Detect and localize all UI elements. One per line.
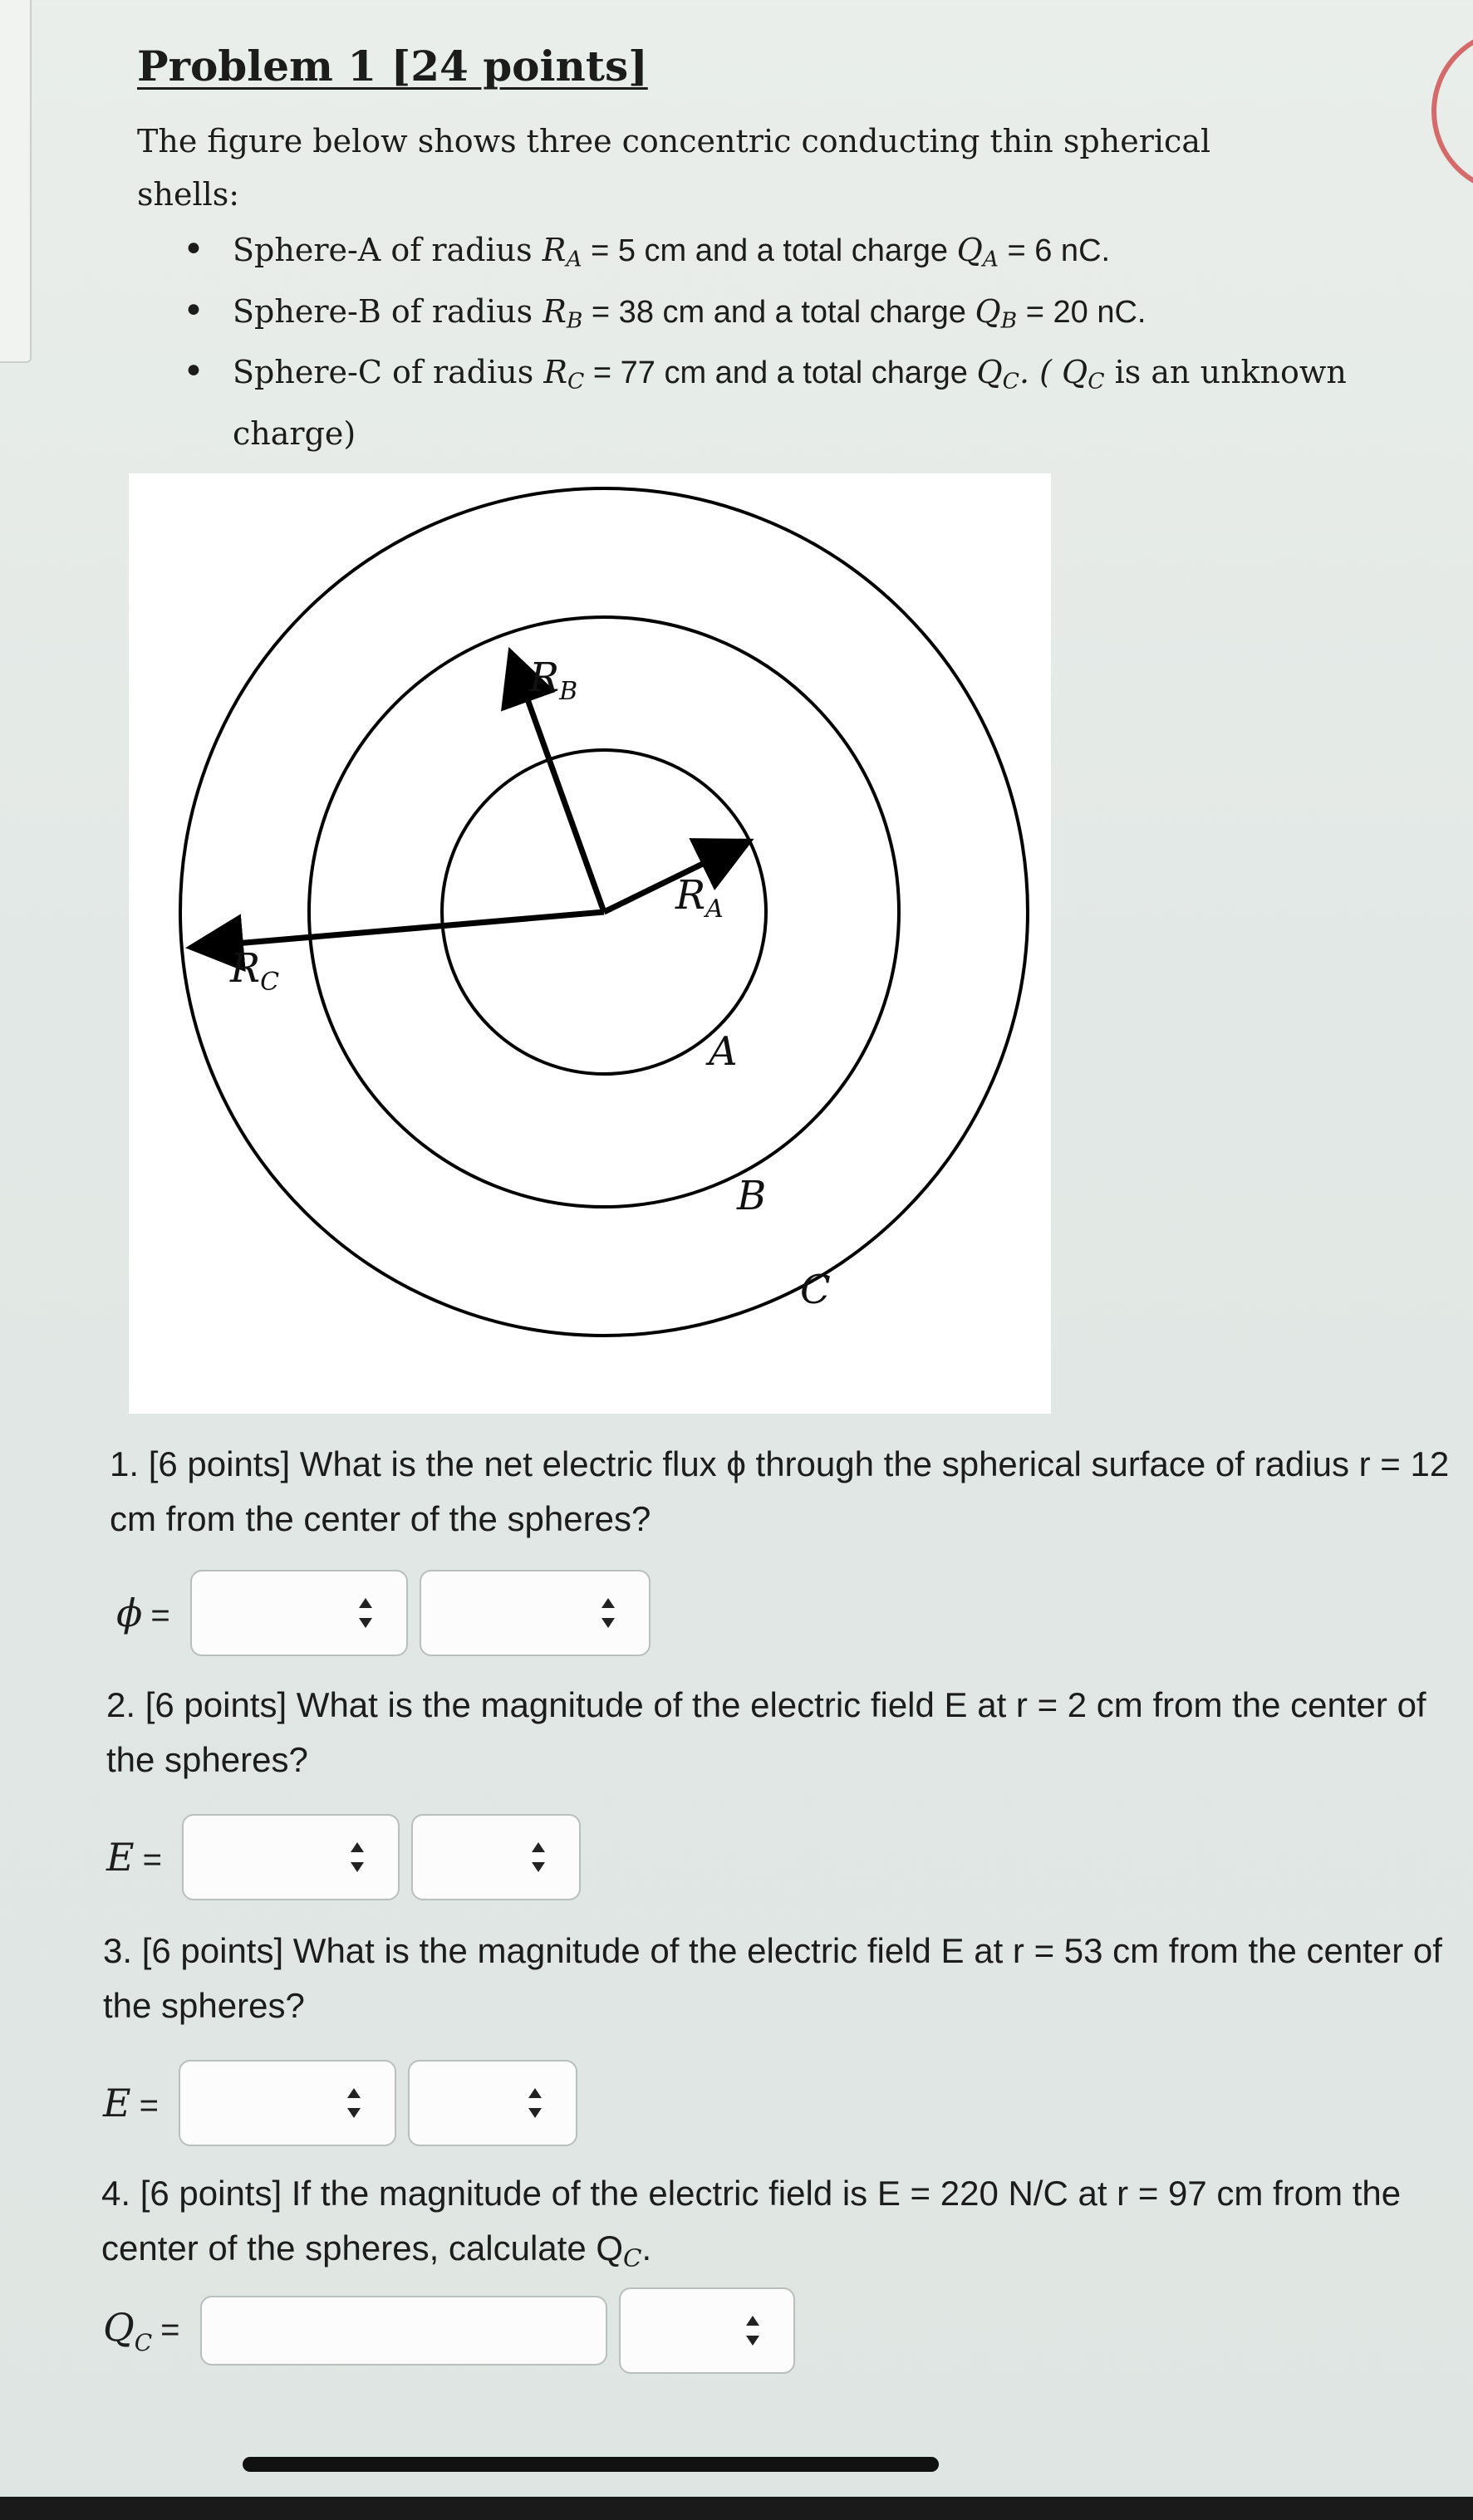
question-3-value-select[interactable] xyxy=(179,2060,396,2146)
question-4-text: 4. [6 points] If the magnitude of the electric field is E = 220 N/C at r = 97 cm from the center of the spheres, calculate $Q_C$. xyxy=(101,2174,1402,2272)
question-4-unit-select[interactable] xyxy=(619,2287,795,2374)
question-3-unit-select[interactable] xyxy=(408,2060,577,2146)
problem-title: Problem 1 [24 points] xyxy=(137,42,648,91)
question-2-text: 2. [6 points] What is the magnitude of the electric field E at r = 2 cm from the center of the spheres? xyxy=(106,1685,1426,1779)
label-rc: $R_C$ xyxy=(230,945,280,997)
sphere-b-item: • Sphere-B of radius $R_B = 38$ cm and a total charge $Q_B = 20$ nC. xyxy=(183,286,1363,347)
sphere-list xyxy=(183,224,1363,459)
question-1-text: 1. [6 points] What is the net electric flux ϕ through the spherical surface of radius r = 12 cm from the center of the spheres? xyxy=(110,1444,1450,1538)
question-3-text: 3. [6 points] What is the magnitude of the electric field E at r = 53 cm from the center of the spheres? xyxy=(103,1931,1442,2025)
up-down-arrows-icon xyxy=(745,2314,760,2347)
question-4-answer-row xyxy=(103,2287,807,2374)
question-3-answer-label: E = xyxy=(103,2081,159,2125)
up-down-arrows-icon xyxy=(350,1841,365,1874)
label-c: C xyxy=(800,1267,831,1313)
question-1-unit-select[interactable] xyxy=(420,1570,651,1656)
up-down-arrows-icon xyxy=(528,2086,543,2120)
up-down-arrows-icon xyxy=(346,2086,361,2120)
question-2-answer-row xyxy=(106,1814,592,1900)
question-1-answer-row xyxy=(116,1570,662,1656)
question-2-value-select[interactable] xyxy=(182,1814,400,1900)
label-b: B xyxy=(737,1173,767,1219)
question-1-value-select[interactable] xyxy=(190,1570,408,1656)
label-a: A xyxy=(709,1028,738,1075)
problem-intro: The figure below shows three concentric conducting thin spherical shells: xyxy=(137,123,1211,213)
concentric-spheres-figure xyxy=(129,473,1051,1414)
up-down-arrows-icon xyxy=(358,1596,373,1630)
question-3-answer-row xyxy=(103,2060,589,2146)
up-down-arrows-icon xyxy=(601,1596,616,1630)
bottom-edge xyxy=(0,2497,1473,2520)
question-2-unit-select[interactable] xyxy=(411,1814,581,1900)
sphere-a-item: • Sphere-A of radius $R_A = 5$ cm and a total charge $Q_A = 6$ nC. xyxy=(183,224,1363,286)
label-ra: $R_A$ xyxy=(675,872,724,924)
sphere-c-item: • Sphere-C of radius $R_C = 77$ cm and a total charge $Q_C$. ( $Q_C$ is an unknown charge) xyxy=(183,346,1363,459)
spheres-diagram xyxy=(129,473,1051,1414)
question-4-answer-label: $Q_C$ = xyxy=(103,2305,180,2356)
label-rb: $R_B$ xyxy=(529,655,578,706)
side-panel-edge xyxy=(0,0,32,363)
question-4-value-input[interactable] xyxy=(200,2296,607,2366)
question-1-answer-label: ϕ = xyxy=(116,1591,170,1635)
radius-c-arrow xyxy=(197,912,604,947)
corner-indicator-ring xyxy=(1431,28,1473,194)
home-indicator-bar[interactable] xyxy=(243,2457,939,2472)
up-down-arrows-icon xyxy=(531,1841,546,1874)
question-2-answer-label: E = xyxy=(106,1835,162,1880)
